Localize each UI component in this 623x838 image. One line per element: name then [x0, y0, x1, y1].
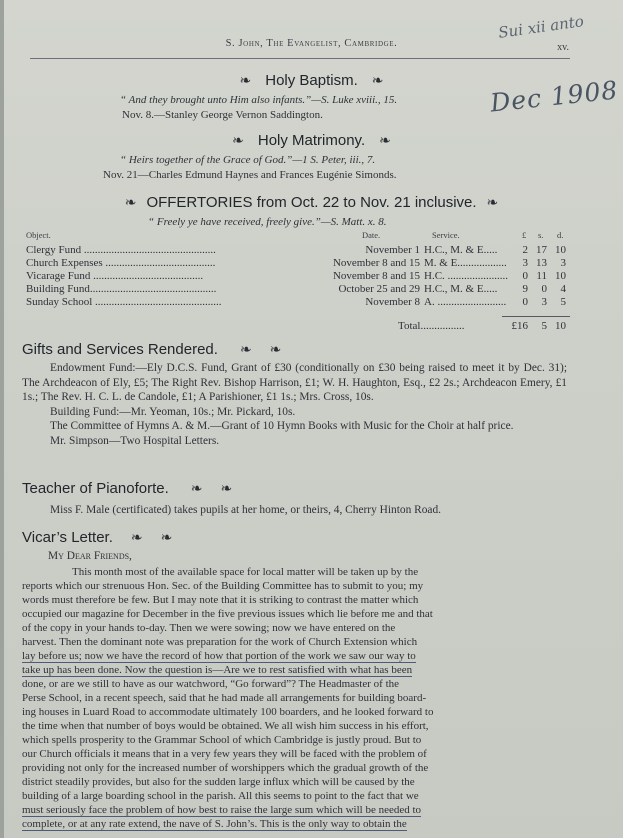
letter-heading	[22, 529, 186, 546]
row-pounds: 0	[522, 296, 528, 308]
offertories-quote: “ Freely ye have received, freely give.”—S. Matt. x. 8.	[148, 216, 387, 228]
fleuron-icon: ❧	[371, 72, 384, 88]
letter-line: lay before us; now we have the record of how that portion of the work we saw our way to	[22, 650, 416, 662]
row-shillings: 13	[536, 257, 547, 269]
column-header-pounds: £	[522, 230, 527, 240]
offertories-title: OFFERTORIES from Oct. 22 to Nov. 21 inclusive.	[146, 194, 477, 211]
row-object: Building Fund..............................................	[26, 283, 217, 295]
page-edge-shadow	[0, 0, 4, 838]
teacher-text: Miss F. Male (certificated) takes pupils at her home, or theirs, 4, Cherry Hinton Road.	[50, 504, 442, 516]
letter-line: This month most of the available space for local matter will be taken up by the	[72, 566, 419, 578]
letter-line: providing not only for the increased number of worshippers which the gradual growth of the	[22, 762, 429, 774]
teacher-title: Teacher of Pianoforte.	[22, 480, 169, 497]
gifts-paragraph: Endowment Fund:—Ely D.C.S. Fund, Grant of £30 (conditionally on £30 being raised to meet it by Dec. 31); The Archdeacon of Ely, £5; The Right Rev. Bishop Harrison, £1; W. H. Haughton, Esq., £2 2s.; Archdeacon Emery, £1 1s.; The Rev. H. C. L. de Candole, £1; A Parishioner, £1 1s.; Mrs. Cross, 10s.	[22, 362, 567, 404]
fleuron-icon: ❧	[160, 529, 173, 545]
fleuron-icon: ❧	[130, 529, 143, 545]
letter-salutation: My Dear Friends,	[48, 550, 132, 562]
table-row	[22, 270, 572, 283]
handwritten-date: Dec 1908	[488, 75, 620, 118]
letter-line: our Church officials it means that in a very few years they will be faced with the problem of	[22, 748, 427, 760]
letter-line: of the copy in your hands to-day. Then we were sowing; now we have entered on the	[22, 622, 396, 634]
row-shillings: 0	[541, 283, 547, 295]
row-pence: 3	[560, 257, 566, 269]
running-header: S. John, The Evangelist, Cambridge.	[225, 38, 398, 49]
baptism-heading	[0, 72, 623, 89]
gifts-title: Gifts and Services Rendered.	[22, 341, 218, 358]
total-rule	[502, 316, 570, 317]
total-pence: 10	[555, 320, 566, 332]
column-header-date: Date.	[362, 230, 381, 240]
row-service: H.C. ......................	[424, 270, 509, 282]
row-pounds: 0	[522, 270, 528, 282]
teacher-body	[22, 503, 567, 518]
letter-line: done, or are we still to have as our watchword, “Go forward”? The Headmaster of the	[22, 678, 400, 690]
letter-line: harvest. Then the dominant note was preparation for the work of Church Extension which	[22, 636, 418, 648]
table-row	[22, 296, 572, 309]
row-pence: 10	[555, 270, 566, 282]
fleuron-icon: ❧	[379, 132, 391, 148]
header-rule	[30, 58, 570, 59]
matrimony-title: Holy Matrimony.	[257, 132, 366, 149]
fleuron-icon: ❧	[269, 341, 282, 357]
matrimony-entry: Nov. 21—Charles Edmund Haynes and Frances Eugénie Simonds.	[103, 169, 397, 181]
gifts-paragraph: Mr. Simpson—Two Hospital Letters.	[50, 434, 220, 447]
row-service: A. .........................	[424, 296, 507, 308]
letter-line: complete, or at any rate extend, the nave of S. John’s. This is the only way to obtain the	[22, 818, 407, 830]
row-pounds: 9	[522, 283, 528, 295]
offertories-heading	[0, 194, 623, 211]
table-row	[22, 283, 572, 296]
total-row	[22, 320, 572, 333]
fleuron-icon: ❧	[124, 194, 137, 210]
fleuron-icon: ❧	[239, 72, 252, 88]
letter-line: occupied our magazine for December in the five previous issues which lie before me and that	[22, 608, 433, 620]
row-pounds: 2	[522, 244, 528, 256]
letter-line: words must therefore be few. But I may note that it is striking to contrast the matter which	[22, 594, 419, 606]
table-row	[22, 257, 572, 270]
total-shillings: 5	[541, 320, 547, 332]
row-date: November 1	[365, 244, 420, 256]
letter-line: district steadily provides, but also for the sudden large influx which will be caused by the	[22, 776, 415, 788]
letter-line: must seriously face the problem of how best to raise the large sum which will be needed to	[22, 804, 422, 816]
fleuron-icon: ❧	[220, 480, 233, 496]
handwritten-note: Sui xii anto	[497, 12, 585, 42]
row-object: Church Expenses ........................................	[26, 257, 216, 269]
row-pence: 5	[560, 296, 566, 308]
total-label: Total................	[398, 320, 465, 332]
teacher-heading	[22, 480, 246, 497]
baptism-entry: Nov. 8.—Stanley George Vernon Saddington.	[122, 109, 323, 121]
row-shillings: 17	[536, 244, 547, 256]
column-header-pence: d.	[557, 230, 564, 240]
page-number: xv.	[557, 42, 569, 53]
row-pence: 4	[560, 283, 566, 295]
row-service: H.C., M. & E.....	[424, 283, 498, 295]
table-row	[22, 244, 572, 257]
row-date: November 8 and 15	[332, 270, 420, 282]
letter-line: the time when that number of boys would be obtained. We all wish him success in his effort,	[22, 720, 429, 732]
letter-line: ing houses in Luard Road to accommodate ultimately 100 boarders, and he looked forward to	[22, 706, 434, 718]
row-service: M. & E..................	[424, 257, 507, 269]
column-header-service: Service.	[432, 230, 460, 240]
row-object: Vicarage Fund ........................................	[26, 270, 204, 282]
fleuron-icon: ❧	[486, 194, 499, 210]
letter-line: reports which our strenuous Hon. Sec. of the Building Committee has to submit to you; my	[22, 580, 424, 592]
letter-line: which spells prosperity to the Grammar School of which Cambridge is justly proud. But to	[22, 734, 422, 746]
fleuron-icon: ❧	[239, 341, 252, 357]
fleuron-icon: ❧	[232, 132, 244, 148]
row-pounds: 3	[522, 257, 528, 269]
letter-line: Perse School, in a recent speech, said that he had made all arrangements for building board-	[22, 692, 427, 704]
letter-line: building of a large boarding school in the parish. All this seems to point to the fact that we	[22, 790, 419, 802]
gifts-paragraph: Building Fund:—Mr. Yeoman, 10s.; Mr. Pickard, 10s.	[50, 405, 296, 418]
fleuron-icon: ❧	[190, 480, 203, 496]
row-object: Clergy Fund ................................................	[26, 244, 216, 256]
row-service: H.C., M. & E.....	[424, 244, 498, 256]
letter-title: Vicar’s Letter.	[22, 529, 113, 546]
row-object: Sunday School ..............................................	[26, 296, 222, 308]
gifts-body	[22, 361, 567, 449]
row-date: October 25 and 29	[338, 283, 420, 295]
row-shillings: 11	[536, 270, 547, 282]
matrimony-heading	[0, 132, 623, 149]
column-header-shillings: s.	[538, 230, 544, 240]
column-header-object: Object.	[26, 230, 51, 240]
baptism-quote: “ And they brought unto Him also infants.”—S. Luke xviii., 15.	[120, 94, 398, 106]
matrimony-quote: “ Heirs together of the Grace of God.”—1 S. Peter, iii., 7.	[120, 154, 376, 166]
total-pounds: £16	[511, 320, 528, 332]
gifts-paragraph: The Committee of Hymns A. & M.—Grant of 10 Hymn Books with Music for the Choir at half price.	[50, 420, 514, 433]
letter-line: take up has been done. Now the question is—Are we to rest satisfied with what has been	[22, 664, 413, 676]
row-pence: 10	[555, 244, 566, 256]
gifts-heading	[22, 341, 295, 358]
row-date: November 8 and 15	[332, 257, 420, 269]
baptism-title: Holy Baptism.	[265, 72, 358, 89]
row-date: November 8	[365, 296, 420, 308]
row-shillings: 3	[541, 296, 547, 308]
